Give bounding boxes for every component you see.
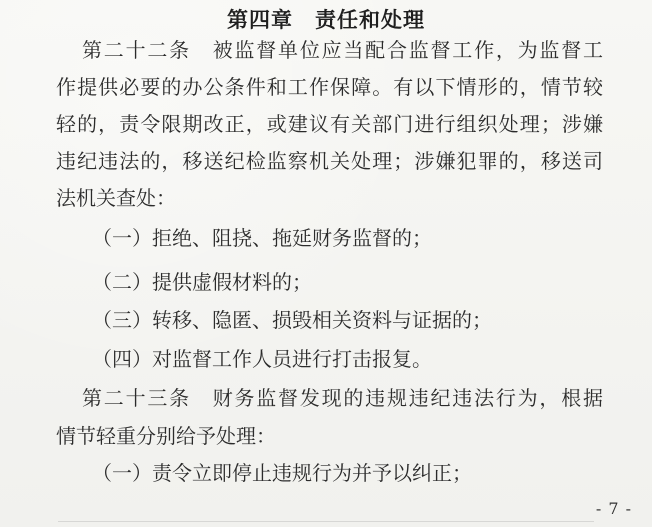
paragraph-line: 情节轻重分别给予处理：: [56, 424, 276, 448]
paragraph-line: 法机关查处：: [56, 186, 176, 210]
paragraph-line: 作提供必要的办公条件和工作保障。有以下情形的，情节较: [56, 75, 603, 99]
paragraph-line: 违纪违法的，移送纪检监察机关处理；涉嫌犯罪的，移送司: [56, 149, 603, 173]
list-item: （二）提供虚假材料的；: [92, 270, 312, 294]
list-item: （三）转移、隐匿、损毁相关资料与证据的；: [92, 308, 492, 332]
chapter-title: 第四章 责任和处理: [227, 8, 425, 32]
page-number: - 7 -: [595, 499, 632, 518]
paragraph-line: 第二十三条 财务监督发现的违规违纪违法行为，根据: [82, 386, 603, 410]
list-item: （一）责令立即停止违规行为并予以纠正；: [92, 461, 472, 485]
list-item: （四）对监督工作人员进行打击报复。: [92, 347, 432, 371]
bottom-rule: [58, 521, 594, 522]
list-item: （一）拒绝、阻挠、拖延财务监督的；: [92, 226, 432, 250]
paragraph-line: 轻的，责令限期改正，或建议有关部门进行组织处理；涉嫌: [56, 112, 603, 136]
paragraph-line: 第二十二条 被监督单位应当配合监督工作，为监督工: [82, 38, 603, 62]
